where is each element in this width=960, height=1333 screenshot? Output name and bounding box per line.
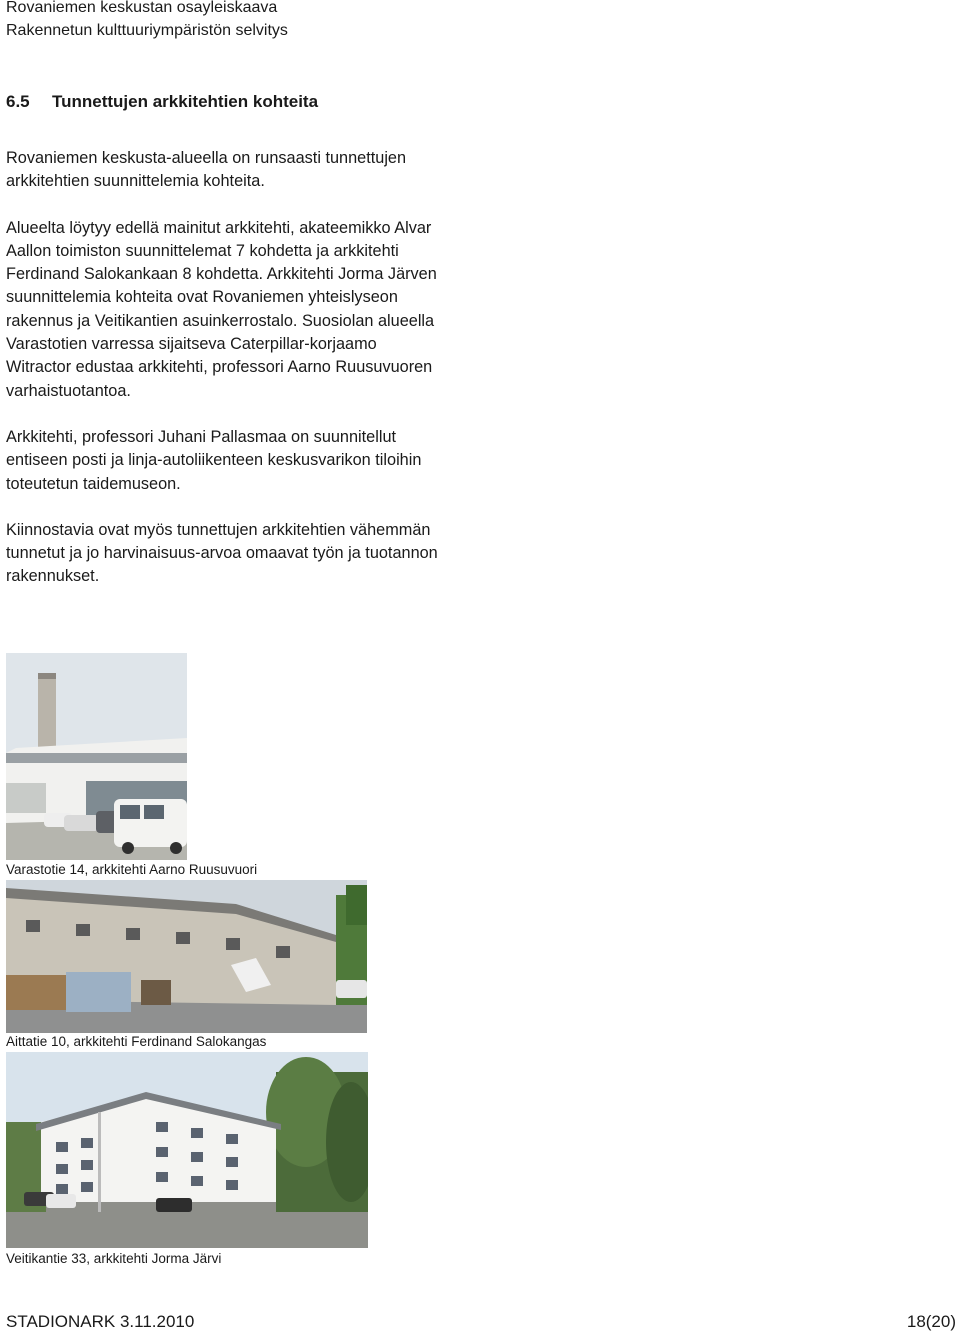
figure-caption: Veitikantie 33, arkkitehti Jorma Järvi <box>6 1251 222 1266</box>
figure-caption: Aittatie 10, arkkitehti Ferdinand Salokangas <box>6 1034 267 1049</box>
header-subtitle: Rakennetun kulttuuriympäristön selvitys <box>6 22 288 39</box>
paragraph: Alueelta löytyy edellä mainitut arkkitehti, akateemikko Alvar Aallon toimiston suunnittelemat 7 kohdetta ja arkkitehti Ferdinand Salokankaan 8 kohdetta. Arkkitehti Jorma Järven suunnittelemia kohteita ovat Rovaniemen yhteislyseon rakennus ja Veitikantien asuinkerrostalo. Suosiolan alueella Varastotien varressa sijaitseva Caterpillar-korjaamo Witractor edustaa arkkitehti, professori Aarno Ruusuvuoren varhaistuotantoa. <box>6 218 437 400</box>
footer-left: STADIONARK 3.11.2010 <box>6 1312 195 1331</box>
paragraph: Rovaniemen keskusta-alueella on runsaasti tunnettujen arkkitehtien suunnittelemia kohteita. <box>6 149 407 191</box>
page-number: 18(20) <box>906 1312 956 1331</box>
paragraph: Arkkitehti, professori Juhani Pallasmaa on suunnitellut entiseen posti ja linja-autoliikenteen keskusvarikon tiloihin toteutetun taidemuseon. <box>6 427 422 493</box>
document-header <box>6 0 288 42</box>
section-heading <box>6 91 318 113</box>
photo-aittatie <box>6 880 367 1033</box>
section-number: 6.5 <box>6 92 30 111</box>
photo-varastotie <box>6 653 187 860</box>
paragraph: Kiinnostavia ovat myös tunnettujen arkkitehtien vähemmän tunnetut ja jo harvinaisuus-arvoa omaavat työn ja tuotannon rakennukset. <box>6 520 438 586</box>
section-title: Tunnettujen arkkitehtien kohteita <box>52 92 319 111</box>
header-title: Rovaniemen keskustan osayleiskaava <box>6 0 278 16</box>
figure-caption: Varastotie 14, arkkitehti Aarno Ruusuvuori <box>6 862 258 877</box>
photo-veitikantie <box>6 1052 368 1248</box>
body-text <box>6 147 446 589</box>
